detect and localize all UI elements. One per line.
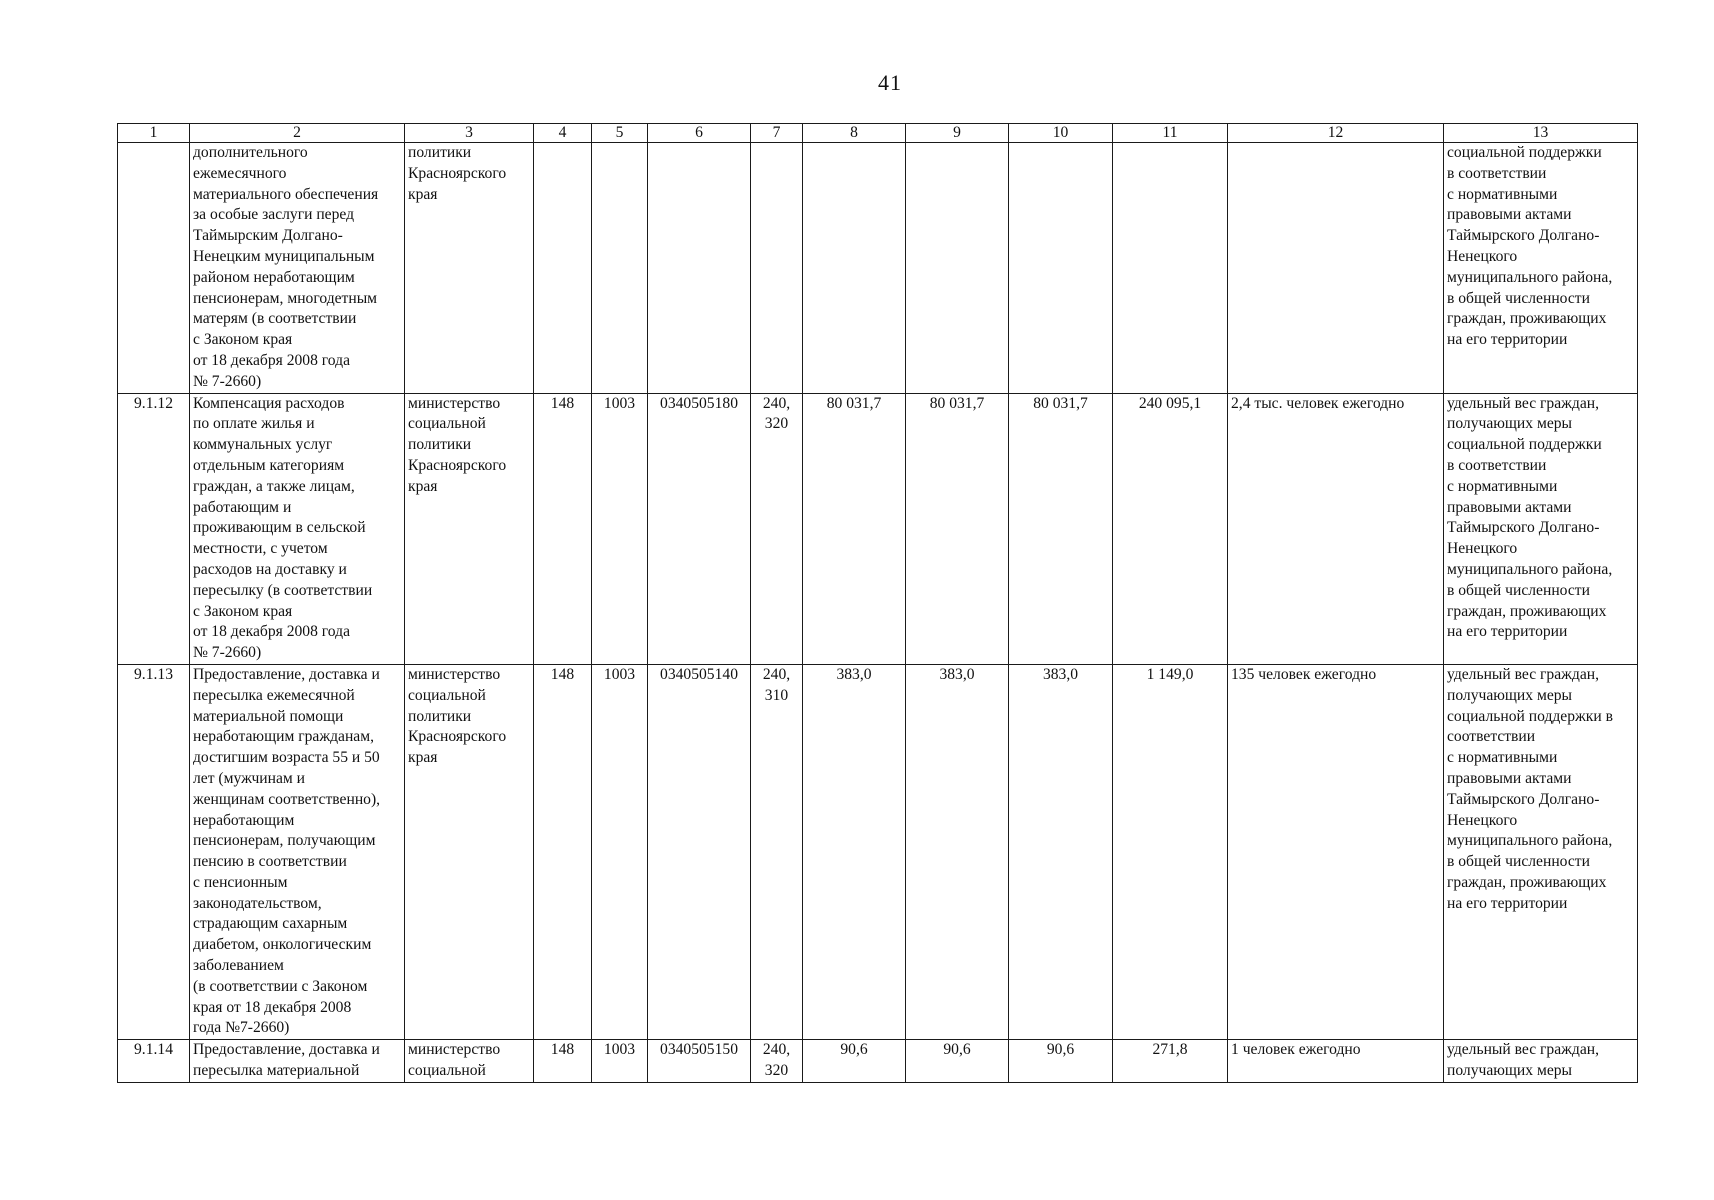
row-number-cell: 9.1.13 (118, 664, 190, 1039)
grbs-code-cell: 148 (534, 664, 592, 1039)
responsible-body-cell: министерство социальной политики Красноярского края (405, 393, 534, 664)
header-cell: 2 (190, 124, 405, 143)
row-number-cell: 9.1.12 (118, 393, 190, 664)
expense-type-cell: 240, 320 (751, 393, 803, 664)
grbs-code-cell: 148 (534, 393, 592, 664)
measure-description-cell: Предоставление, доставка и пересылка ежемесячной материальной помощи неработающим гражданам, достигшим возраста 55 и 50 лет (мужчинам и женщинам соответственно), неработающим пенсионерам, получающим пенсию в соответствии с пенсионным законодательством, страдающим сахарным диабетом, онкологическим заболеванием (в соответствии с Законом края от 18 декабря 2008 года №7-2660) (190, 664, 405, 1039)
header-cell: 8 (803, 124, 906, 143)
expense-type-cell (751, 143, 803, 394)
responsible-body-cell: министерство социальной политики Красноярского края (405, 664, 534, 1039)
measure-description-cell: дополнительного ежемесячного материального обеспечения за особые заслуги перед Таймырским Долгано- Ненецким муниципальным районом неработающим пенсионерам, многодетным матерям (в соответствии с Законом края от 18 декабря 2008 года № 7-2660) (190, 143, 405, 394)
year2-amount-cell: 80 031,7 (906, 393, 1009, 664)
table-row (118, 664, 1638, 1039)
year3-amount-cell: 80 031,7 (1009, 393, 1113, 664)
page-number: 41 (878, 70, 902, 95)
row-number-cell: 9.1.14 (118, 1040, 190, 1083)
expense-type-cell: 240, 320 (751, 1040, 803, 1083)
year1-amount-cell (803, 143, 906, 394)
section-code-cell: 1003 (592, 1040, 648, 1083)
year3-amount-cell: 90,6 (1009, 1040, 1113, 1083)
section-code-cell: 1003 (592, 393, 648, 664)
table-row (118, 143, 1638, 394)
expected-result-cell: 1 человек ежегодно (1228, 1040, 1444, 1083)
target-article-cell: 0340505180 (648, 393, 751, 664)
header-cell: 9 (906, 124, 1009, 143)
header-cell: 7 (751, 124, 803, 143)
target-article-cell: 0340505140 (648, 664, 751, 1039)
header-cell: 12 (1228, 124, 1444, 143)
section-code-cell (592, 143, 648, 394)
data-table (117, 123, 1638, 1083)
header-cell: 11 (1113, 124, 1228, 143)
header-cell: 13 (1444, 124, 1638, 143)
total-amount-cell (1113, 143, 1228, 394)
year2-amount-cell (906, 143, 1009, 394)
total-amount-cell: 240 095,1 (1113, 393, 1228, 664)
year1-amount-cell: 383,0 (803, 664, 906, 1039)
indicator-cell: удельный вес граждан, получающих меры социальной поддержки в соответствии с нормативными правовыми актами Таймырского Долгано- Ненецкого муниципального района, в общей численности граждан, проживающих на его территории (1444, 664, 1638, 1039)
indicator-cell: социальной поддержки в соответствии с нормативными правовыми актами Таймырского Долгано- Ненецкого муниципального района, в общей численности граждан, проживающих на его территории (1444, 143, 1638, 394)
year1-amount-cell: 80 031,7 (803, 393, 906, 664)
header-cell: 10 (1009, 124, 1113, 143)
header-cell: 6 (648, 124, 751, 143)
indicator-cell: удельный вес граждан, получающих меры (1444, 1040, 1638, 1083)
year2-amount-cell: 90,6 (906, 1040, 1009, 1083)
table-row (118, 1040, 1638, 1083)
expected-result-cell (1228, 143, 1444, 394)
section-code-cell: 1003 (592, 664, 648, 1039)
measure-description-cell: Компенсация расходов по оплате жилья и коммунальных услуг отдельным категориям граждан, а также лицам, работающим и проживающим в сельской местности, с учетом расходов на доставку и пересылку (в соответствии с Законом края от 18 декабря 2008 года № 7-2660) (190, 393, 405, 664)
header-cell: 5 (592, 124, 648, 143)
indicator-cell: удельный вес граждан, получающих меры социальной поддержки в соответствии с нормативными правовыми актами Таймырского Долгано- Ненецкого муниципального района, в общей численности граждан, проживающих на его территории (1444, 393, 1638, 664)
expected-result-cell: 135 человек ежегодно (1228, 664, 1444, 1039)
table-header-row (118, 124, 1638, 143)
header-cell: 4 (534, 124, 592, 143)
year3-amount-cell (1009, 143, 1113, 394)
target-article-cell (648, 143, 751, 394)
header-cell: 1 (118, 124, 190, 143)
total-amount-cell: 271,8 (1113, 1040, 1228, 1083)
expense-type-cell: 240, 310 (751, 664, 803, 1039)
grbs-code-cell (534, 143, 592, 394)
responsible-body-cell: политики Красноярского края (405, 143, 534, 394)
total-amount-cell: 1 149,0 (1113, 664, 1228, 1039)
row-number-cell (118, 143, 190, 394)
year3-amount-cell: 383,0 (1009, 664, 1113, 1039)
year2-amount-cell: 383,0 (906, 664, 1009, 1039)
year1-amount-cell: 90,6 (803, 1040, 906, 1083)
grbs-code-cell: 148 (534, 1040, 592, 1083)
header-cell: 3 (405, 124, 534, 143)
table-row (118, 393, 1638, 664)
target-article-cell: 0340505150 (648, 1040, 751, 1083)
measure-description-cell: Предоставление, доставка и пересылка материальной (190, 1040, 405, 1083)
responsible-body-cell: министерство социальной (405, 1040, 534, 1083)
expected-result-cell: 2,4 тыс. человек ежегодно (1228, 393, 1444, 664)
